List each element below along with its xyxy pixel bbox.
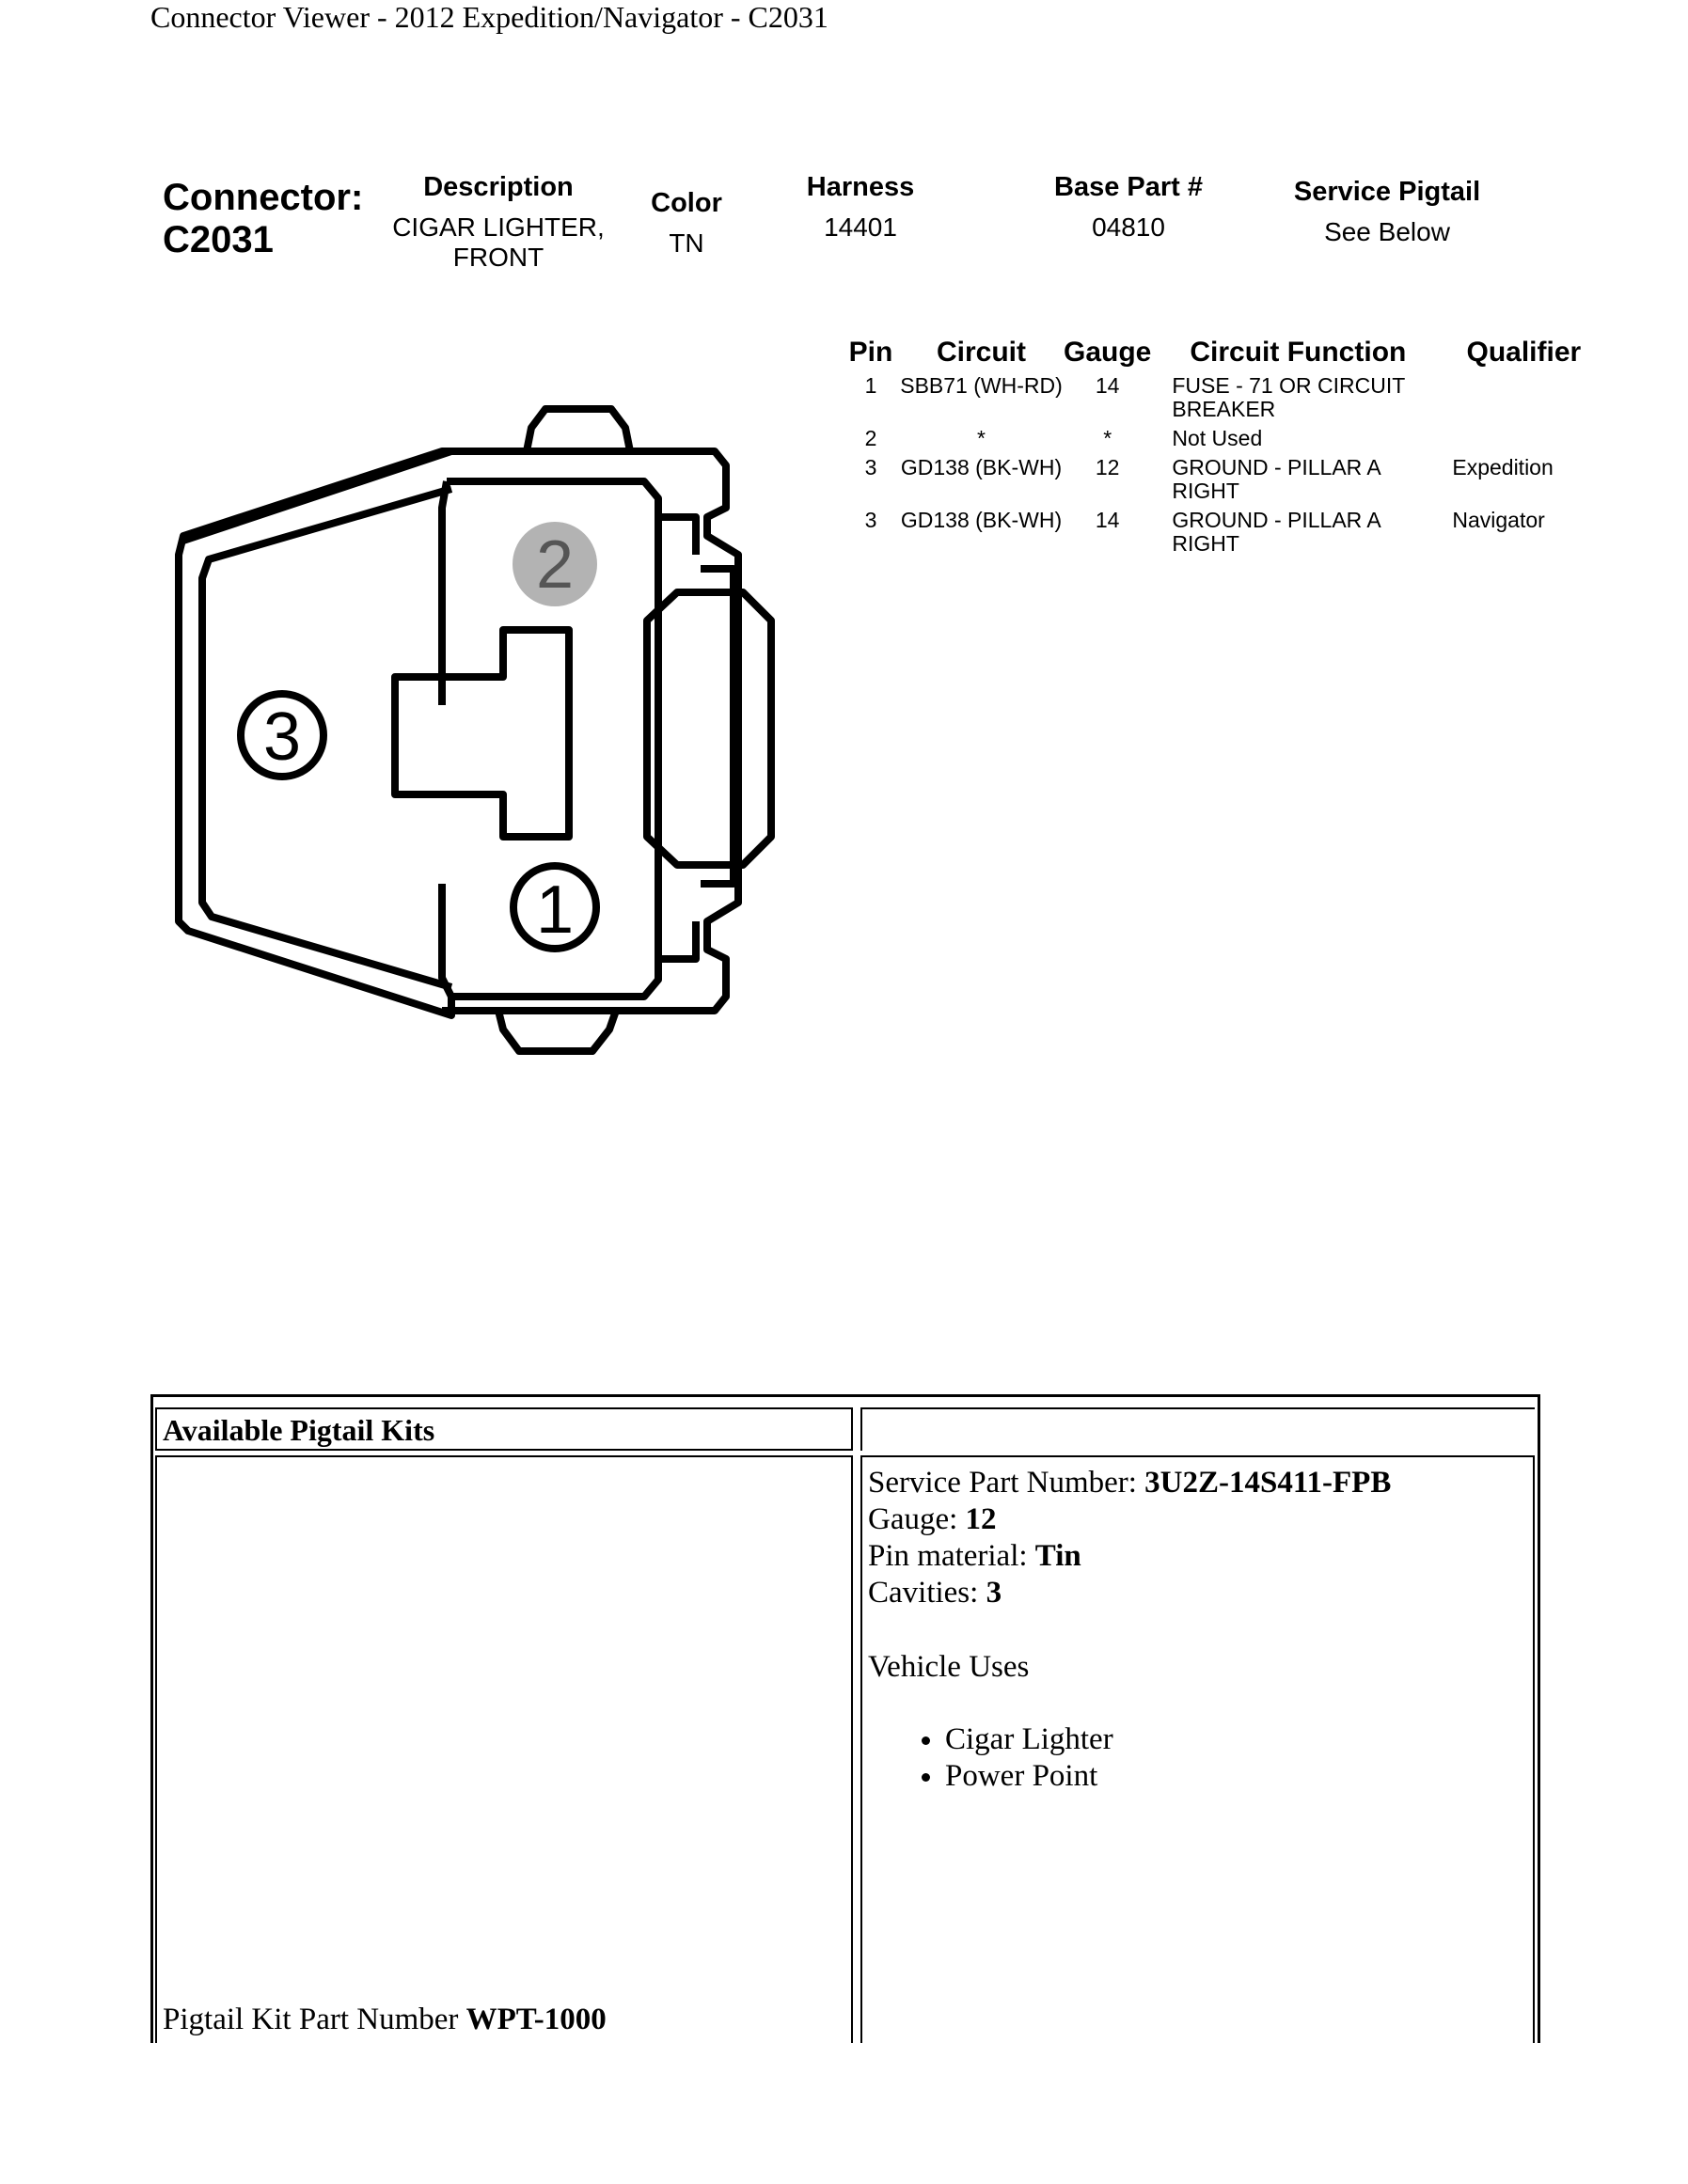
cell-pin: 3	[864, 455, 877, 479]
table-row	[843, 456, 1602, 509]
cavities-label: Cavities:	[868, 1576, 979, 1610]
cell-function: Not Used	[1172, 426, 1263, 450]
harness-block	[781, 172, 940, 243]
vehicle-uses-heading: Vehicle Uses	[868, 1650, 1030, 1684]
table-row	[843, 427, 1602, 456]
service-part-number	[868, 1465, 1391, 1501]
list-item: • Cigar Lighter	[945, 1721, 1391, 1758]
pin-material-label: Pin material:	[868, 1539, 1028, 1573]
pigtail-kits-header: Available Pigtail Kits	[163, 1413, 435, 1447]
pigtail-kit-part-number	[163, 2003, 607, 2037]
pigtail-kit-details-cell	[860, 1455, 1535, 2043]
cell-qualifier	[1444, 427, 1602, 456]
cell-circuit: *	[977, 426, 986, 450]
connector-face-diagram	[169, 395, 828, 1072]
service-pigtail-value: See Below	[1324, 217, 1450, 246]
cell-qualifier	[1444, 374, 1602, 427]
base-part-block	[1034, 172, 1223, 243]
col-header-gauge: Gauge	[1064, 337, 1152, 368]
table-row	[843, 374, 1602, 427]
base-part-label: Base Part #	[1054, 172, 1203, 202]
description-line-2: FRONT	[452, 243, 544, 272]
cell-function: GROUND - PILLAR A RIGHT	[1172, 508, 1380, 556]
description-value	[376, 212, 621, 273]
kit-part-value: WPT-1000	[465, 2003, 607, 2036]
cell-gauge: 14	[1095, 508, 1120, 532]
col-header-pin: Pin	[848, 337, 893, 368]
cell-pin: 3	[864, 508, 877, 532]
col-header-circuit: Circuit	[936, 337, 1026, 368]
pin-material-row	[868, 1538, 1391, 1575]
color-block	[630, 188, 743, 259]
connector-id-block	[163, 177, 363, 261]
pin-2-label: 2	[535, 527, 575, 603]
cell-gauge: 14	[1095, 373, 1120, 398]
cell-pin: 2	[864, 426, 877, 450]
pigtail-kit-image-cell	[155, 1455, 853, 2043]
cell-function: FUSE - 71 OR CIRCUIT BREAKER	[1172, 373, 1405, 421]
service-part-value: 3U2Z-14S411-FPB	[1144, 1466, 1392, 1500]
table-row	[843, 509, 1602, 561]
harness-label: Harness	[806, 172, 915, 202]
vehicle-uses-list	[868, 1721, 1391, 1795]
cell-circuit: SBB71 (WH-RD)	[900, 373, 1063, 398]
pigtail-specs	[868, 1465, 1391, 1795]
service-pigtail-label: Service Pigtail	[1293, 177, 1481, 207]
gauge-value: 12	[965, 1502, 997, 1536]
page-title: Connector Viewer - 2012 Expedition/Navigator - C2031	[150, 0, 828, 34]
pin-table-header	[843, 337, 1602, 374]
cavities-value: 3	[986, 1576, 1002, 1610]
cell-qualifier: Expedition	[1452, 455, 1554, 479]
color-label: Color	[651, 188, 722, 218]
pin-3-label: 3	[262, 699, 302, 775]
cell-function: GROUND - PILLAR A RIGHT	[1172, 455, 1380, 503]
cell-qualifier: Navigator	[1452, 508, 1545, 532]
pin-table	[843, 337, 1602, 561]
cell-pin: 1	[864, 373, 877, 398]
service-pigtail-block	[1279, 177, 1495, 247]
harness-value: 14401	[824, 212, 897, 242]
pigtail-kits-header-empty-cell	[860, 1407, 1535, 1451]
cavities-row	[868, 1575, 1391, 1611]
service-part-label: Service Part Number:	[868, 1466, 1137, 1500]
kit-part-label: Pigtail Kit Part Number	[163, 2003, 459, 2036]
connector-id: C2031	[163, 219, 274, 260]
description-line-1: CIGAR LIGHTER,	[392, 212, 605, 242]
col-header-function: Circuit Function	[1190, 337, 1407, 368]
cell-circuit: GD138 (BK-WH)	[900, 455, 1063, 479]
description-block	[376, 172, 621, 273]
cell-circuit: GD138 (BK-WH)	[900, 508, 1063, 532]
color-value: TN	[669, 228, 704, 258]
pin-1-label: 1	[535, 872, 575, 948]
cell-gauge: *	[1103, 426, 1112, 450]
base-part-value: 04810	[1092, 212, 1165, 242]
pin-material-value: Tin	[1034, 1539, 1081, 1573]
pigtail-kits-header-cell	[155, 1407, 853, 1451]
col-header-qualifier: Qualifier	[1466, 337, 1582, 368]
connector-label: Connector:	[163, 177, 364, 218]
cell-gauge: 12	[1095, 455, 1120, 479]
gauge-row	[868, 1501, 1391, 1538]
description-label: Description	[423, 172, 574, 202]
gauge-label: Gauge:	[868, 1502, 958, 1536]
list-item: • Power Point	[945, 1758, 1391, 1795]
